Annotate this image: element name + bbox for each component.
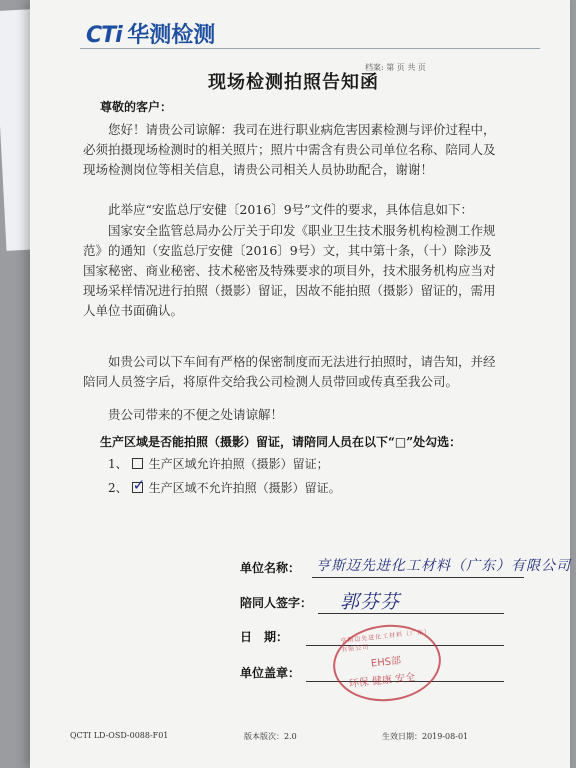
- stamp-center-text: EHS部: [370, 655, 402, 670]
- stamp-bottom-text: 环保 健康 安全: [348, 672, 416, 691]
- question-text: 生产区域是否能拍照（摄影）留证，请陪同人员在以下“□”处勾选：: [100, 435, 462, 449]
- option-number: 2、: [108, 481, 128, 495]
- checkbox-deny[interactable]: [132, 476, 146, 494]
- logo-brand: CTi: [86, 23, 122, 48]
- company-logo: [86, 18, 215, 49]
- logo-name: 华测检测: [127, 23, 216, 48]
- date-label: 日 期：: [240, 630, 289, 644]
- unit-name-line: [312, 577, 524, 578]
- unit-name-handwriting: 亨斯迈先进化工材料（广东）有限公司: [316, 558, 571, 574]
- stamp-ring-text: 亨斯迈先进化工材料（广东）有限公司: [340, 628, 432, 654]
- option-allow: [108, 455, 329, 472]
- page-number: 档案: 第 页 共 页: [365, 63, 426, 72]
- greeting: 尊敬的客户：: [100, 100, 173, 114]
- paragraph-apology: 贵公司带来的不便之处请谅解！: [108, 407, 284, 422]
- checkbox-allow[interactable]: [132, 458, 143, 469]
- paragraph-intro: 您好！请贵公司谅解：我司在进行职业病危害因素检测与评价过程中，必须拍摄现场检测时的相关照片；照片中需含有贵公司单位名称、陪同人及现场检测岗位等相关信息，请贵公司相关人员协助配合，谢谢！: [83, 122, 496, 177]
- option-label: 生产区域允许拍照（摄影）留证；: [148, 457, 329, 471]
- header-rule: [80, 48, 540, 49]
- document-title: 现场检测拍照告知函: [208, 72, 379, 93]
- footer-effective-date: 生效日期：2019-08-01: [382, 732, 469, 741]
- paragraph-basis: 此举应“安监总厅安健〔2016〕9号”文件的要求，具体信息如下：: [108, 202, 474, 217]
- checkmark-icon: ✓: [132, 476, 146, 494]
- paragraph-instruction: 如贵公司以下车间有严格的保密制度而无法进行拍照时，请告知，并经陪同人员签字后，将原件交给我公司检测人员带回或传真至我公司。: [83, 354, 496, 389]
- footer-version: 版本版次：2.0: [244, 732, 297, 741]
- option-deny: [108, 476, 341, 496]
- option-number: 1、: [108, 457, 128, 471]
- paragraph-regulation: 国家安全监管总局办公厅关于印发《职业卫生技术服务机构检测工作规范》的通知（安监总厅安健〔2016〕9号）文，其中第十条，（十）除涉及国家秘密、商业秘密、技术秘密及特殊要求的项目外，技术服务机构应当对现场采样情况进行拍照（摄影）留证，因故不能拍照（摄影）留证的，需用人单位书面确认。: [83, 223, 496, 318]
- footer-doc-id: QCTI LD-OSD-0088-F01: [70, 731, 169, 740]
- seal-label: 单位盖章：: [240, 666, 301, 680]
- companion-label: 陪同人签字：: [240, 596, 313, 610]
- companion-line: [318, 613, 504, 614]
- unit-name-label: 单位名称：: [240, 561, 301, 575]
- option-label: 生产区域不允许拍照（摄影）留证。: [148, 481, 341, 495]
- companion-signature: 郭芬芬: [340, 591, 401, 613]
